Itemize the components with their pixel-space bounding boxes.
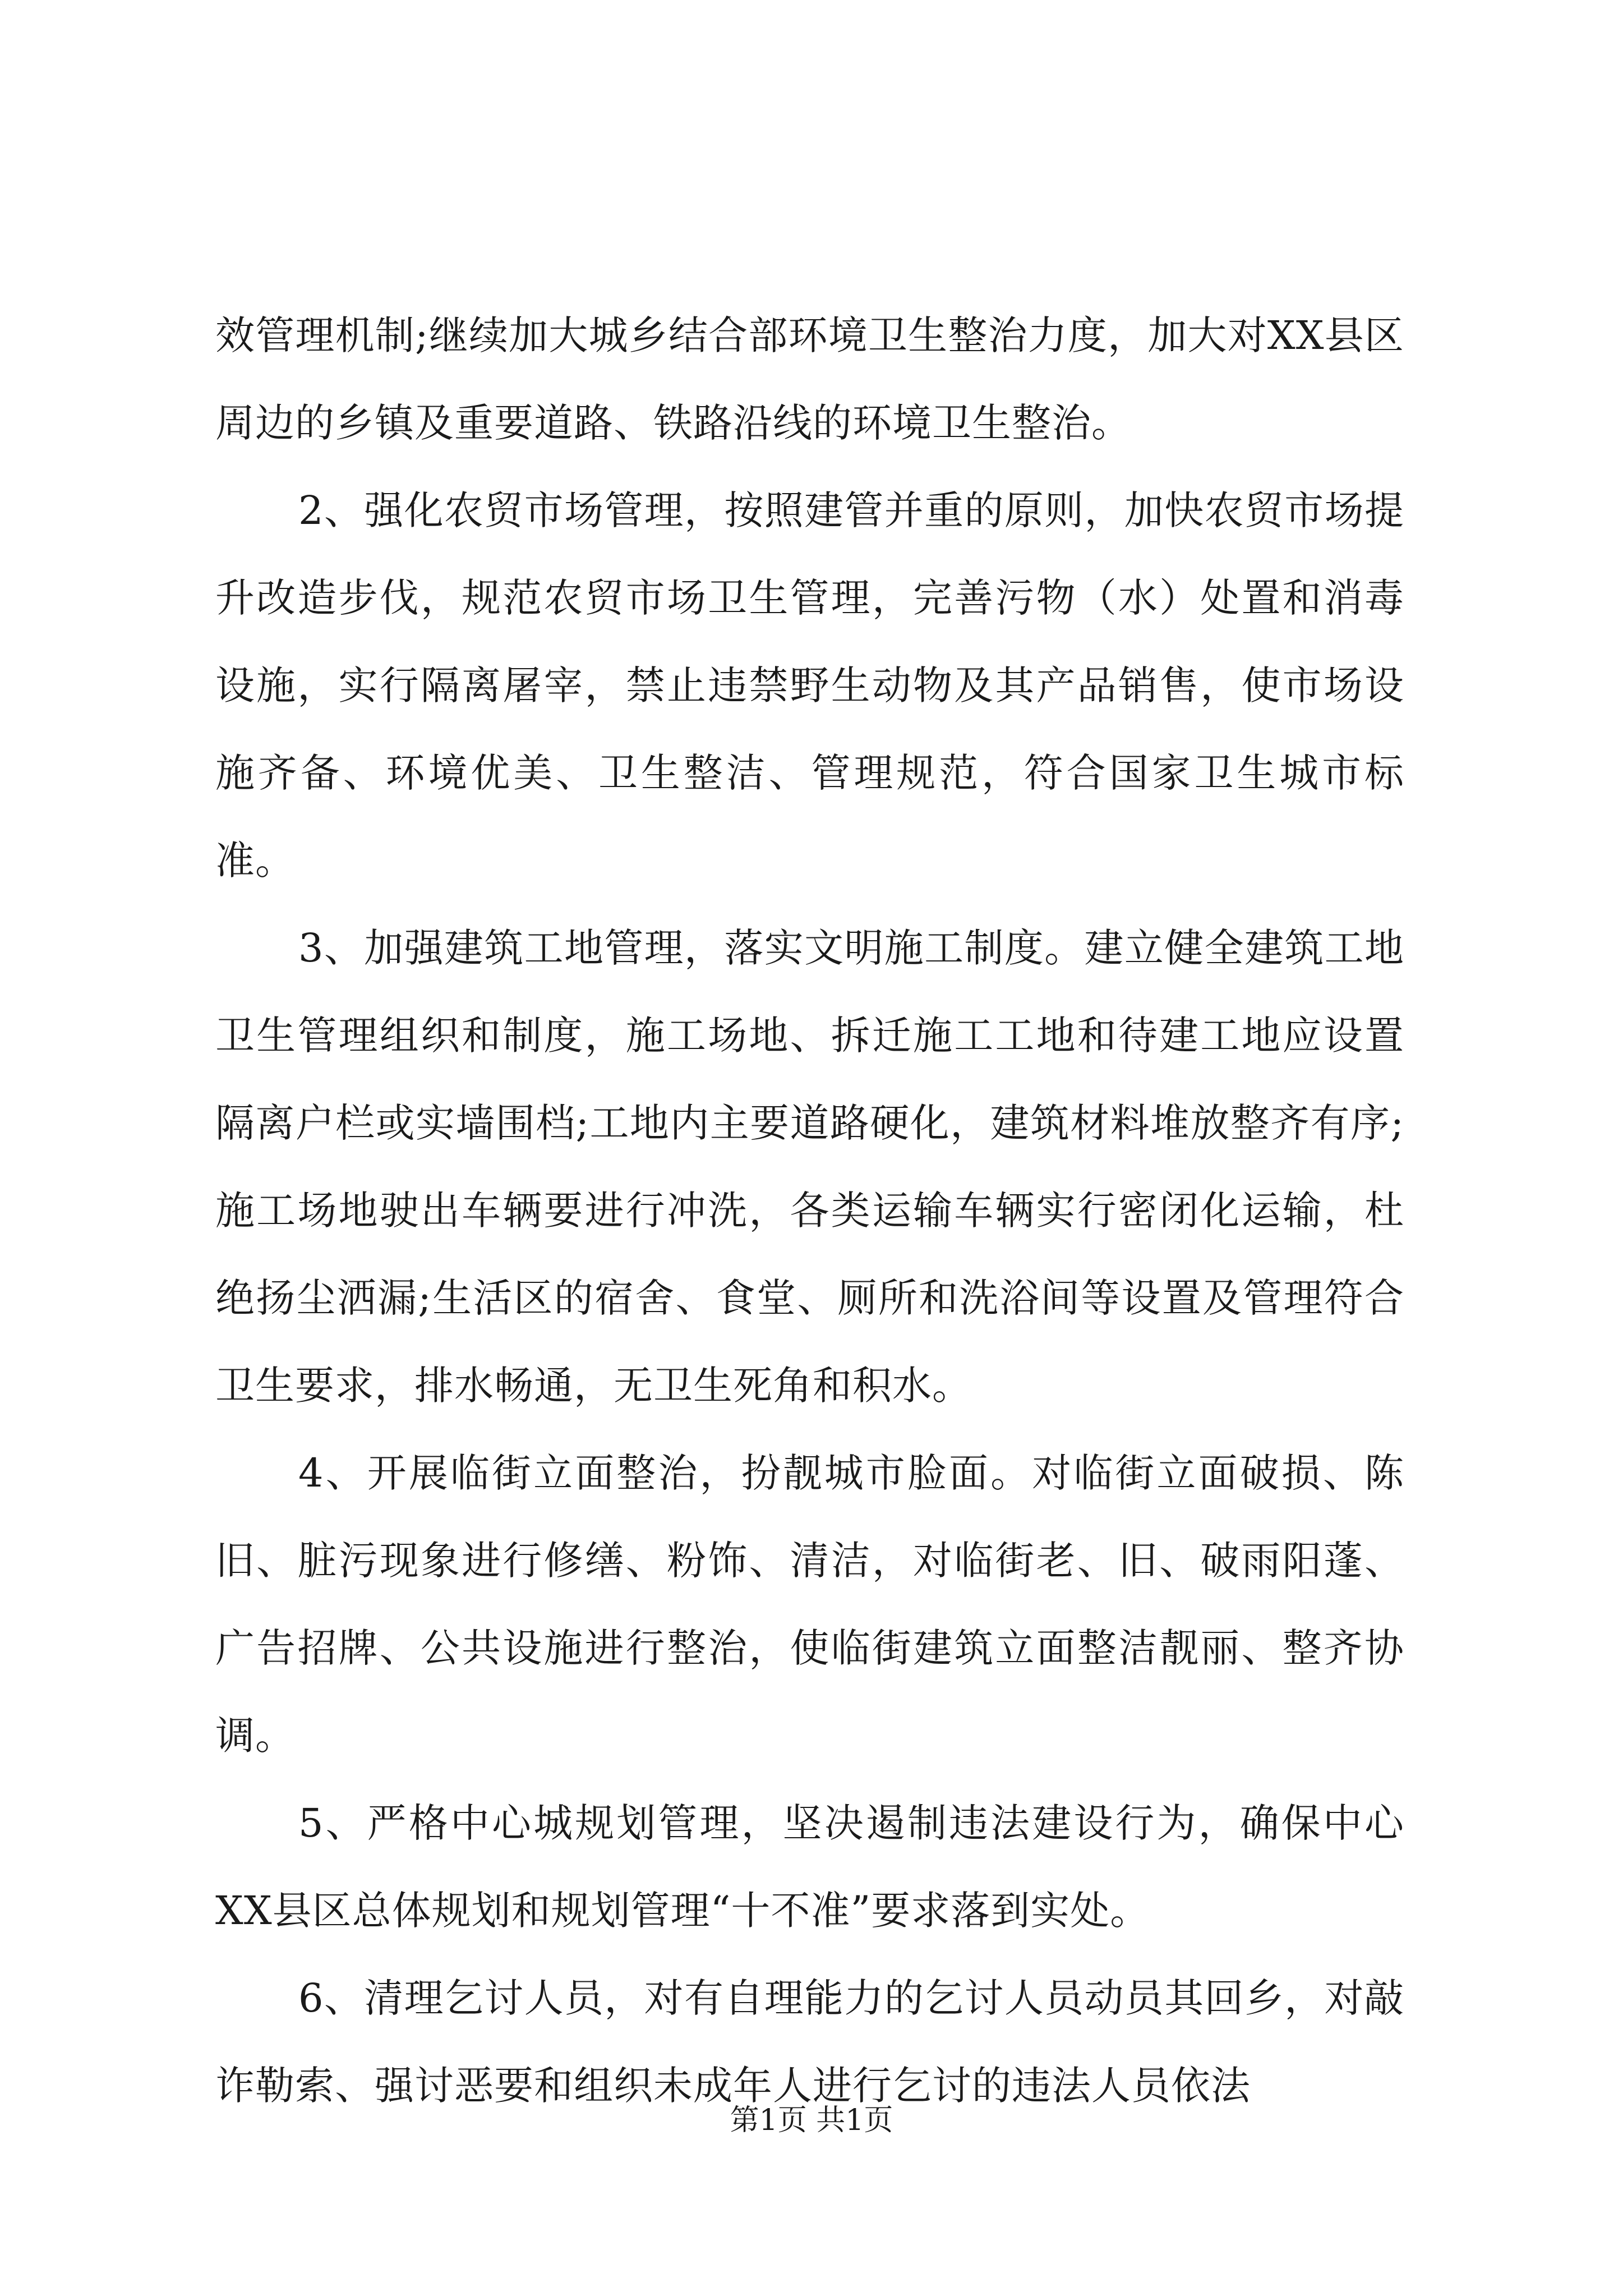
page-footer: 第1页 共1页 <box>730 2104 893 2137</box>
paragraph-item-3: 3、加强建筑工地管理，落实文明施工制度。建立健全建筑工地卫生管理组织和制度，施工场地、拆迁施工工地和待建工地应设置隔离户栏或实墙围档;工地内主要道路硬化，建筑材料堆放整齐有序;施工场地驶出车辆要进行冲洗，各类运输车辆实行密闭化运输，杜绝扬尘洒漏;生活区的宿舍、食堂、厕所和洗浴间等设置及管理符合卫生要求，排水畅通，无卫生死角和积水。 <box>215 925 1404 1409</box>
paragraph-item-4: 4、开展临街立面整治，扮靓城市脸面。对临街立面破损、陈旧、脏污现象进行修缮、粉饰、清洁，对临街老、旧、破雨阳蓬、广告招牌、公共设施进行整治，使临街建筑立面整洁靓丽、整齐协调。 <box>215 1450 1404 1759</box>
body-text <box>215 292 1404 2129</box>
paragraph-item-5: 5、严格中心城规划管理，坚决遏制违法建设行为，确保中心XX县区总体规划和规划管理“十不准”要求落到实处。 <box>215 1800 1404 1934</box>
paragraph-continuation: 效管理机制;继续加大城乡结合部环境卫生整治力度，加大对XX县区周边的乡镇及重要道路、铁路沿线的环境卫生整治。 <box>215 312 1404 446</box>
paragraph-item-2: 2、强化农贸市场管理，按照建管并重的原则，加快农贸市场提升改造步伐，规范农贸市场卫生管理，完善污物（水）处置和消毒设施，实行隔离屠宰，禁止违禁野生动物及其产品销售，使市场设施齐备、环境优美、卫生整洁、管理规范，符合国家卫生城市标准。 <box>215 487 1404 884</box>
paragraph-item-6: 6、清理乞讨人员，对有自理能力的乞讨人员动员其回乡，对敲诈勒索、强讨恶要和组织未成年人进行乞讨的违法人员依法 <box>215 1975 1404 2109</box>
